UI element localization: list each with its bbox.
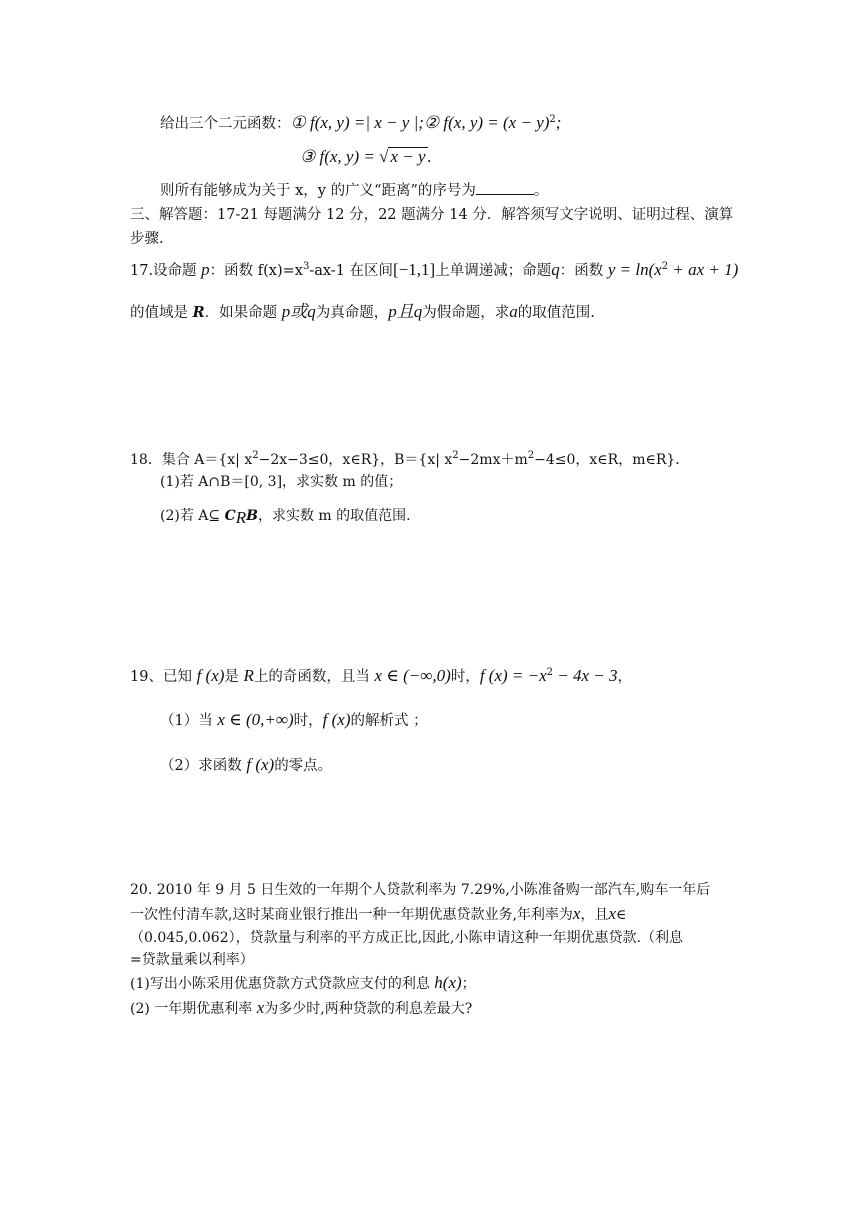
q19-l1e: ， [617, 669, 633, 685]
q17-R: R [192, 304, 205, 321]
q17-line-1: 17.设命题 p：函数 $f(x)=x^3-ax-1$ 在区间[−1,1]上单调递减；命题q：函数 $y = \ln(x^2$ + ax + 1) [130, 260, 739, 279]
q17-interval: [−1,1] [393, 260, 436, 279]
q19-part-2 [160, 755, 332, 776]
q18-l1c: −2mx＋m [458, 452, 528, 468]
intro-prefix: 给出三个二元函数： [160, 116, 291, 132]
q20-p1a: (1)写出小陈采用优惠贷款方式贷款应支付的利息 [130, 976, 435, 992]
q17-l2c: 为真命题， [315, 305, 389, 321]
q19-l1b: 是 [224, 669, 244, 685]
q17-line-2 [130, 302, 595, 323]
q17-a-var: a [509, 302, 518, 321]
intro-question: 则所有能够成为关于 x，y 的广义“距离”的序号为 [160, 183, 476, 199]
q17-p-and-q: p且q [388, 302, 423, 321]
q20-p2-x: x [256, 998, 265, 1017]
function-3-root: x − y [390, 147, 426, 166]
q17-a: 17.设命题 [130, 263, 202, 279]
intro-line-2: ③ f(x, y) = √ x − y . [300, 147, 432, 166]
q20-line-3: （0.045,0.062），贷款量与利率的平方成正比,因此,小陈申请这种一年期优惠贷款.（利息 [130, 930, 683, 946]
q19-p2-fx: f (x) [246, 755, 275, 774]
intro-line-3 [160, 180, 548, 201]
function-2-end: ; [555, 113, 562, 132]
q20-x: x [572, 904, 581, 923]
q20-line-2 [130, 904, 626, 925]
q19-p2a: （2）求函数 [160, 758, 247, 774]
q17-l2a: 的值域是 [130, 305, 193, 321]
q20-line-4: =贷款量乘以利率） [130, 952, 254, 968]
q19-l1a: 19、已知 [130, 669, 197, 685]
q20-p2a: (2) 一年期优惠利率 [130, 1001, 257, 1017]
q19-expr2: − 4x − 3 [553, 666, 618, 685]
q19-cond: x ∈ (−∞,0) [374, 666, 451, 685]
q18-line-1: 18．集合 A＝{x| $x^2-2x-3\le 0$，x∈R}，B＝{x| $x^2-2mx+m^2-4\le 0$，x∈R，m∈R}． [130, 450, 690, 468]
q17-fn: y = ln(x [607, 260, 662, 279]
function-3: ③ f(x, y) = [300, 147, 380, 166]
q17-p: p [201, 260, 210, 279]
q20-l2c: ∈ [616, 907, 627, 923]
function-3-end: . [427, 147, 432, 166]
q20-p1b: ； [461, 976, 476, 992]
q20-p2b: 为多少时,两种贷款的利息差最大? [264, 1001, 473, 1017]
q18-part-2 [160, 506, 411, 526]
q19-p2b: 的零点。 [274, 758, 333, 774]
q17-fn2: + ax + 1) [668, 260, 739, 279]
q19-l1c: 上的奇函数，且当 [253, 669, 375, 685]
q19-p1-cond: x ∈ (0,+∞) [217, 710, 294, 729]
q19-l1d: 时， [450, 669, 480, 685]
q20-l2b: ，且 [580, 907, 609, 923]
function-2: ② f(x, y) = (x − y) [423, 113, 550, 132]
q19-fx: f (x) [196, 666, 225, 685]
q17-e: ：函数 [559, 263, 608, 279]
q20-x2: x [608, 904, 616, 923]
q19-p1-fx: f (x) [322, 710, 351, 729]
q18-l1: 18．集合 A＝{x| x [130, 452, 253, 468]
q17-p-or-q: p或q [281, 302, 316, 321]
q20-part-2 [130, 998, 472, 1019]
q20-part-1 [130, 973, 476, 994]
function-1: ① f(x, y) =| x − y |; [290, 113, 424, 132]
q18-B: B [246, 508, 258, 524]
q19-part-1 [160, 710, 428, 731]
q17-b: ：函数 f(x)=x [209, 263, 303, 279]
q20-h: h(x) [434, 973, 462, 992]
answer-blank [476, 180, 534, 195]
q20-l2a: 一次性付清车款,这时某商业银行推出一种一年期优惠贷款业务,年利率为 [130, 907, 573, 923]
q18-C: C [224, 508, 236, 524]
q18-part-1: (1)若 A∩B＝[0, 3]，求实数 m 的值； [160, 474, 403, 490]
q19-p1b: 时， [293, 713, 323, 729]
q18-l1d: −4≤0，x∈R，m∈R}． [534, 452, 690, 468]
q19-expr: f (x) = −x [479, 666, 547, 685]
q18-l1b: −2x−3≤0，x∈R}，B＝{x| x [258, 452, 453, 468]
q19-R: R [243, 666, 254, 685]
q19-line-1: 19、已知 f (x)是 R上的奇函数，且当 x ∈ (−∞,0)时，f $(x) = -x^2 - 4x - 3$， [130, 666, 633, 685]
intro-end: 。 [533, 183, 549, 199]
q19-p1c: 的解析式 ； [350, 713, 428, 729]
q17-l2d: 为假命题，求 [422, 305, 510, 321]
q17-c: -ax-1 在区间 [309, 263, 394, 279]
q17-d: 上单调递减；命题 [435, 263, 552, 279]
q17-l2e: 的取值范围. [517, 305, 595, 321]
q18-p2b: ，求实数 m 的取值范围. [257, 508, 411, 524]
section3-heading: 三、解答题：17-21 每题满分 12 分，22 题满分 14 分．解答须写文字说明、证明过程、演算 [130, 207, 734, 223]
intro-line-1: 给出三个二元函数：① f(x, y) =| x − y |;② f(x, $y) = (x - y)^2$; [160, 113, 562, 132]
q19-p1a: （1）当 [160, 713, 218, 729]
section3-heading-2: 步骤. [130, 231, 164, 247]
q17-q: q [551, 260, 560, 279]
q20-line-1: 20. 2010 年 9 月 5 日生效的一年期个人贷款利率为 7.29%,小陈准备购一部汽车,购车一年后 [130, 882, 711, 898]
q18-R: R [235, 508, 247, 527]
q17-l2b: ．如果命题 [204, 305, 282, 321]
q18-p2a: (2)若 A⊆ [160, 508, 225, 524]
